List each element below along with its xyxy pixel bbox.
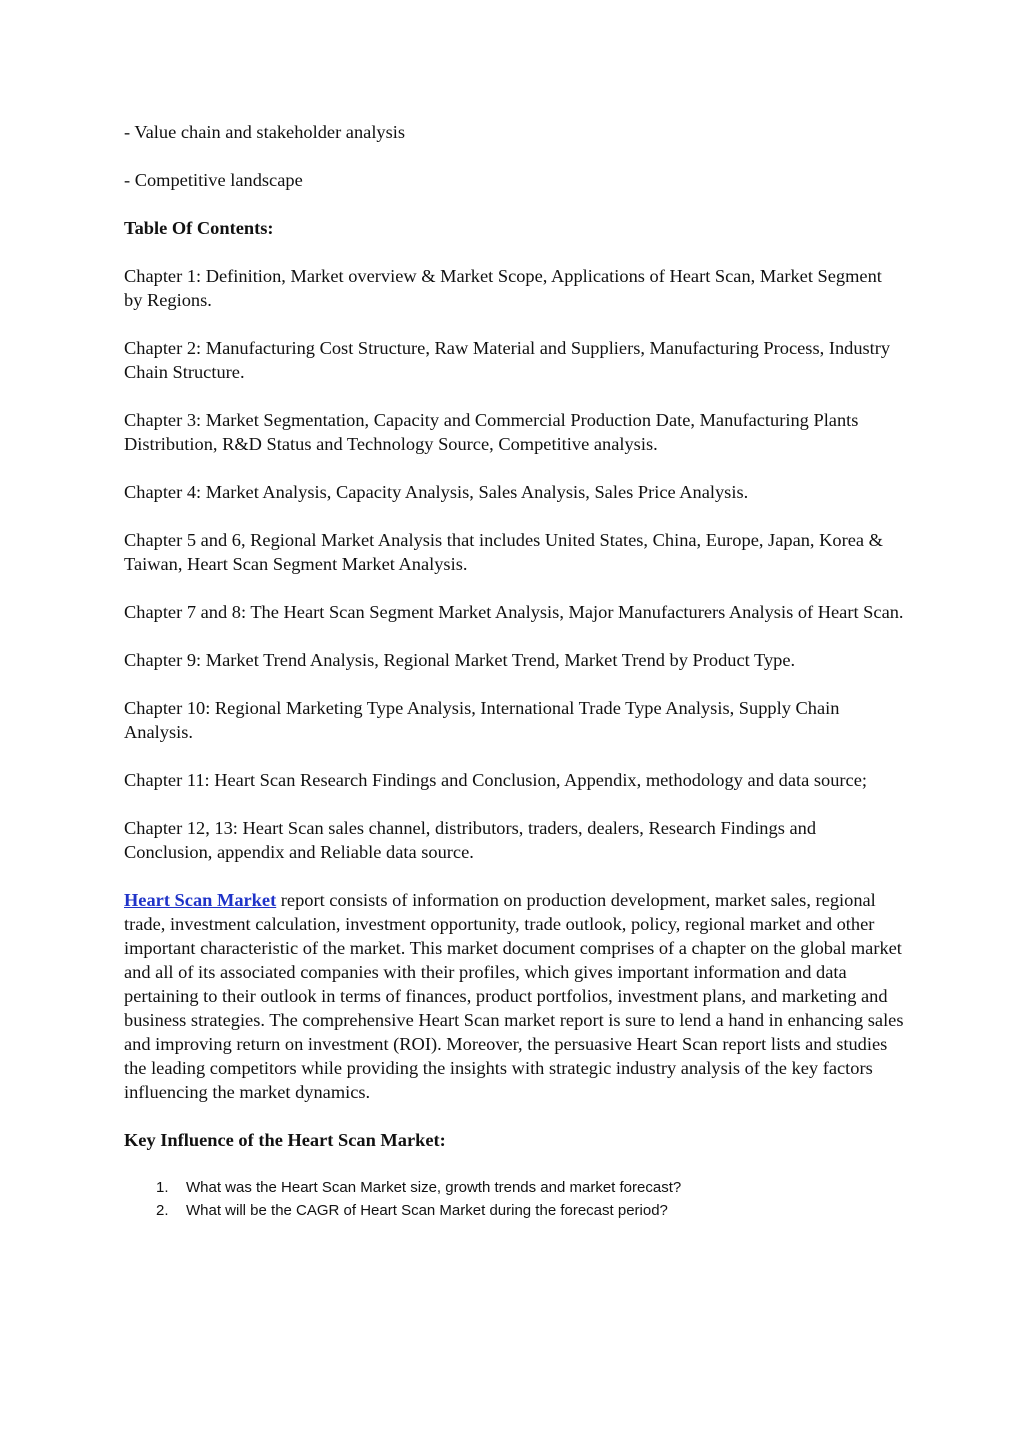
question-text: What will be the CAGR of Heart Scan Market during the forecast period? (186, 1202, 668, 1219)
bullet-value-chain: - Value chain and stakeholder analysis (124, 122, 406, 142)
toc-heading: Table Of Contents: (124, 218, 274, 238)
chapter-9: Chapter 9: Market Trend Analysis, Regional Market Trend, Market Trend by Product Type. (124, 650, 796, 670)
question-text: What was the Heart Scan Market size, growth trends and market forecast? (186, 1179, 682, 1196)
question-item (124, 1176, 904, 1199)
key-influence-heading: Key Influence of the Heart Scan Market: (124, 1130, 446, 1150)
chapter-12-13: Chapter 12, 13: Heart Scan sales channel, distributors, traders, dealers, Research Findings and Conclusion, appendix and Reliable data source. (124, 818, 817, 862)
chapter-2: Chapter 2: Manufacturing Cost Structure, Raw Material and Suppliers, Manufacturing Process, Industry Chain Structure. (124, 338, 891, 382)
chapter-1: Chapter 1: Definition, Market overview & Market Scope, Applications of Heart Scan, Market Segment by Regions. (124, 266, 882, 310)
question-item (124, 1199, 904, 1222)
chapter-5-6: Chapter 5 and 6, Regional Market Analysis that includes United States, China, Europe, Japan, Korea & Taiwan, Heart Scan Segment Market Analysis. (124, 530, 883, 574)
chapter-4: Chapter 4: Market Analysis, Capacity Analysis, Sales Analysis, Sales Price Analysis. (124, 482, 749, 502)
question-number: 2. (156, 1202, 169, 1219)
chapter-10: Chapter 10: Regional Marketing Type Analysis, International Trade Type Analysis, Supply Chain Analysis. (124, 698, 840, 742)
chapter-7-8: Chapter 7 and 8: The Heart Scan Segment Market Analysis, Major Manufacturers Analysis of Heart Scan. (124, 602, 904, 622)
document-page (124, 120, 904, 1222)
question-number: 1. (156, 1179, 169, 1196)
heart-scan-market-link[interactable]: Heart Scan Market (124, 890, 277, 910)
bullet-competitive-landscape: - Competitive landscape (124, 170, 303, 190)
body-paragraph-text: report consists of information on production development, market sales, regional trade, investment calculation, investment opportunity, trade outlook, policy, regional market and other important characteristic of the market. This market document comprises of a chapter on the global market and all of its associated companies with their profiles, which gives important information and data pertaining to their outlook in terms of finances, product portfolios, investment plans, and marketing and business strategies. The comprehensive Heart Scan market report is sure to lend a hand in enhancing sales and improving return on investment (ROI). Moreover, the persuasive Heart Scan report lists and studies the leading competitors while providing the insights with strategic industry analysis of the key factors influencing the market dynamics. (124, 890, 904, 1102)
questions-list (124, 1176, 904, 1222)
body-paragraph (124, 888, 904, 1104)
chapter-11: Chapter 11: Heart Scan Research Findings and Conclusion, Appendix, methodology and data source; (124, 770, 867, 790)
chapter-3: Chapter 3: Market Segmentation, Capacity and Commercial Production Date, Manufacturing Plants Distribution, R&D Status and Technology Source, Competitive analysis. (124, 410, 859, 454)
